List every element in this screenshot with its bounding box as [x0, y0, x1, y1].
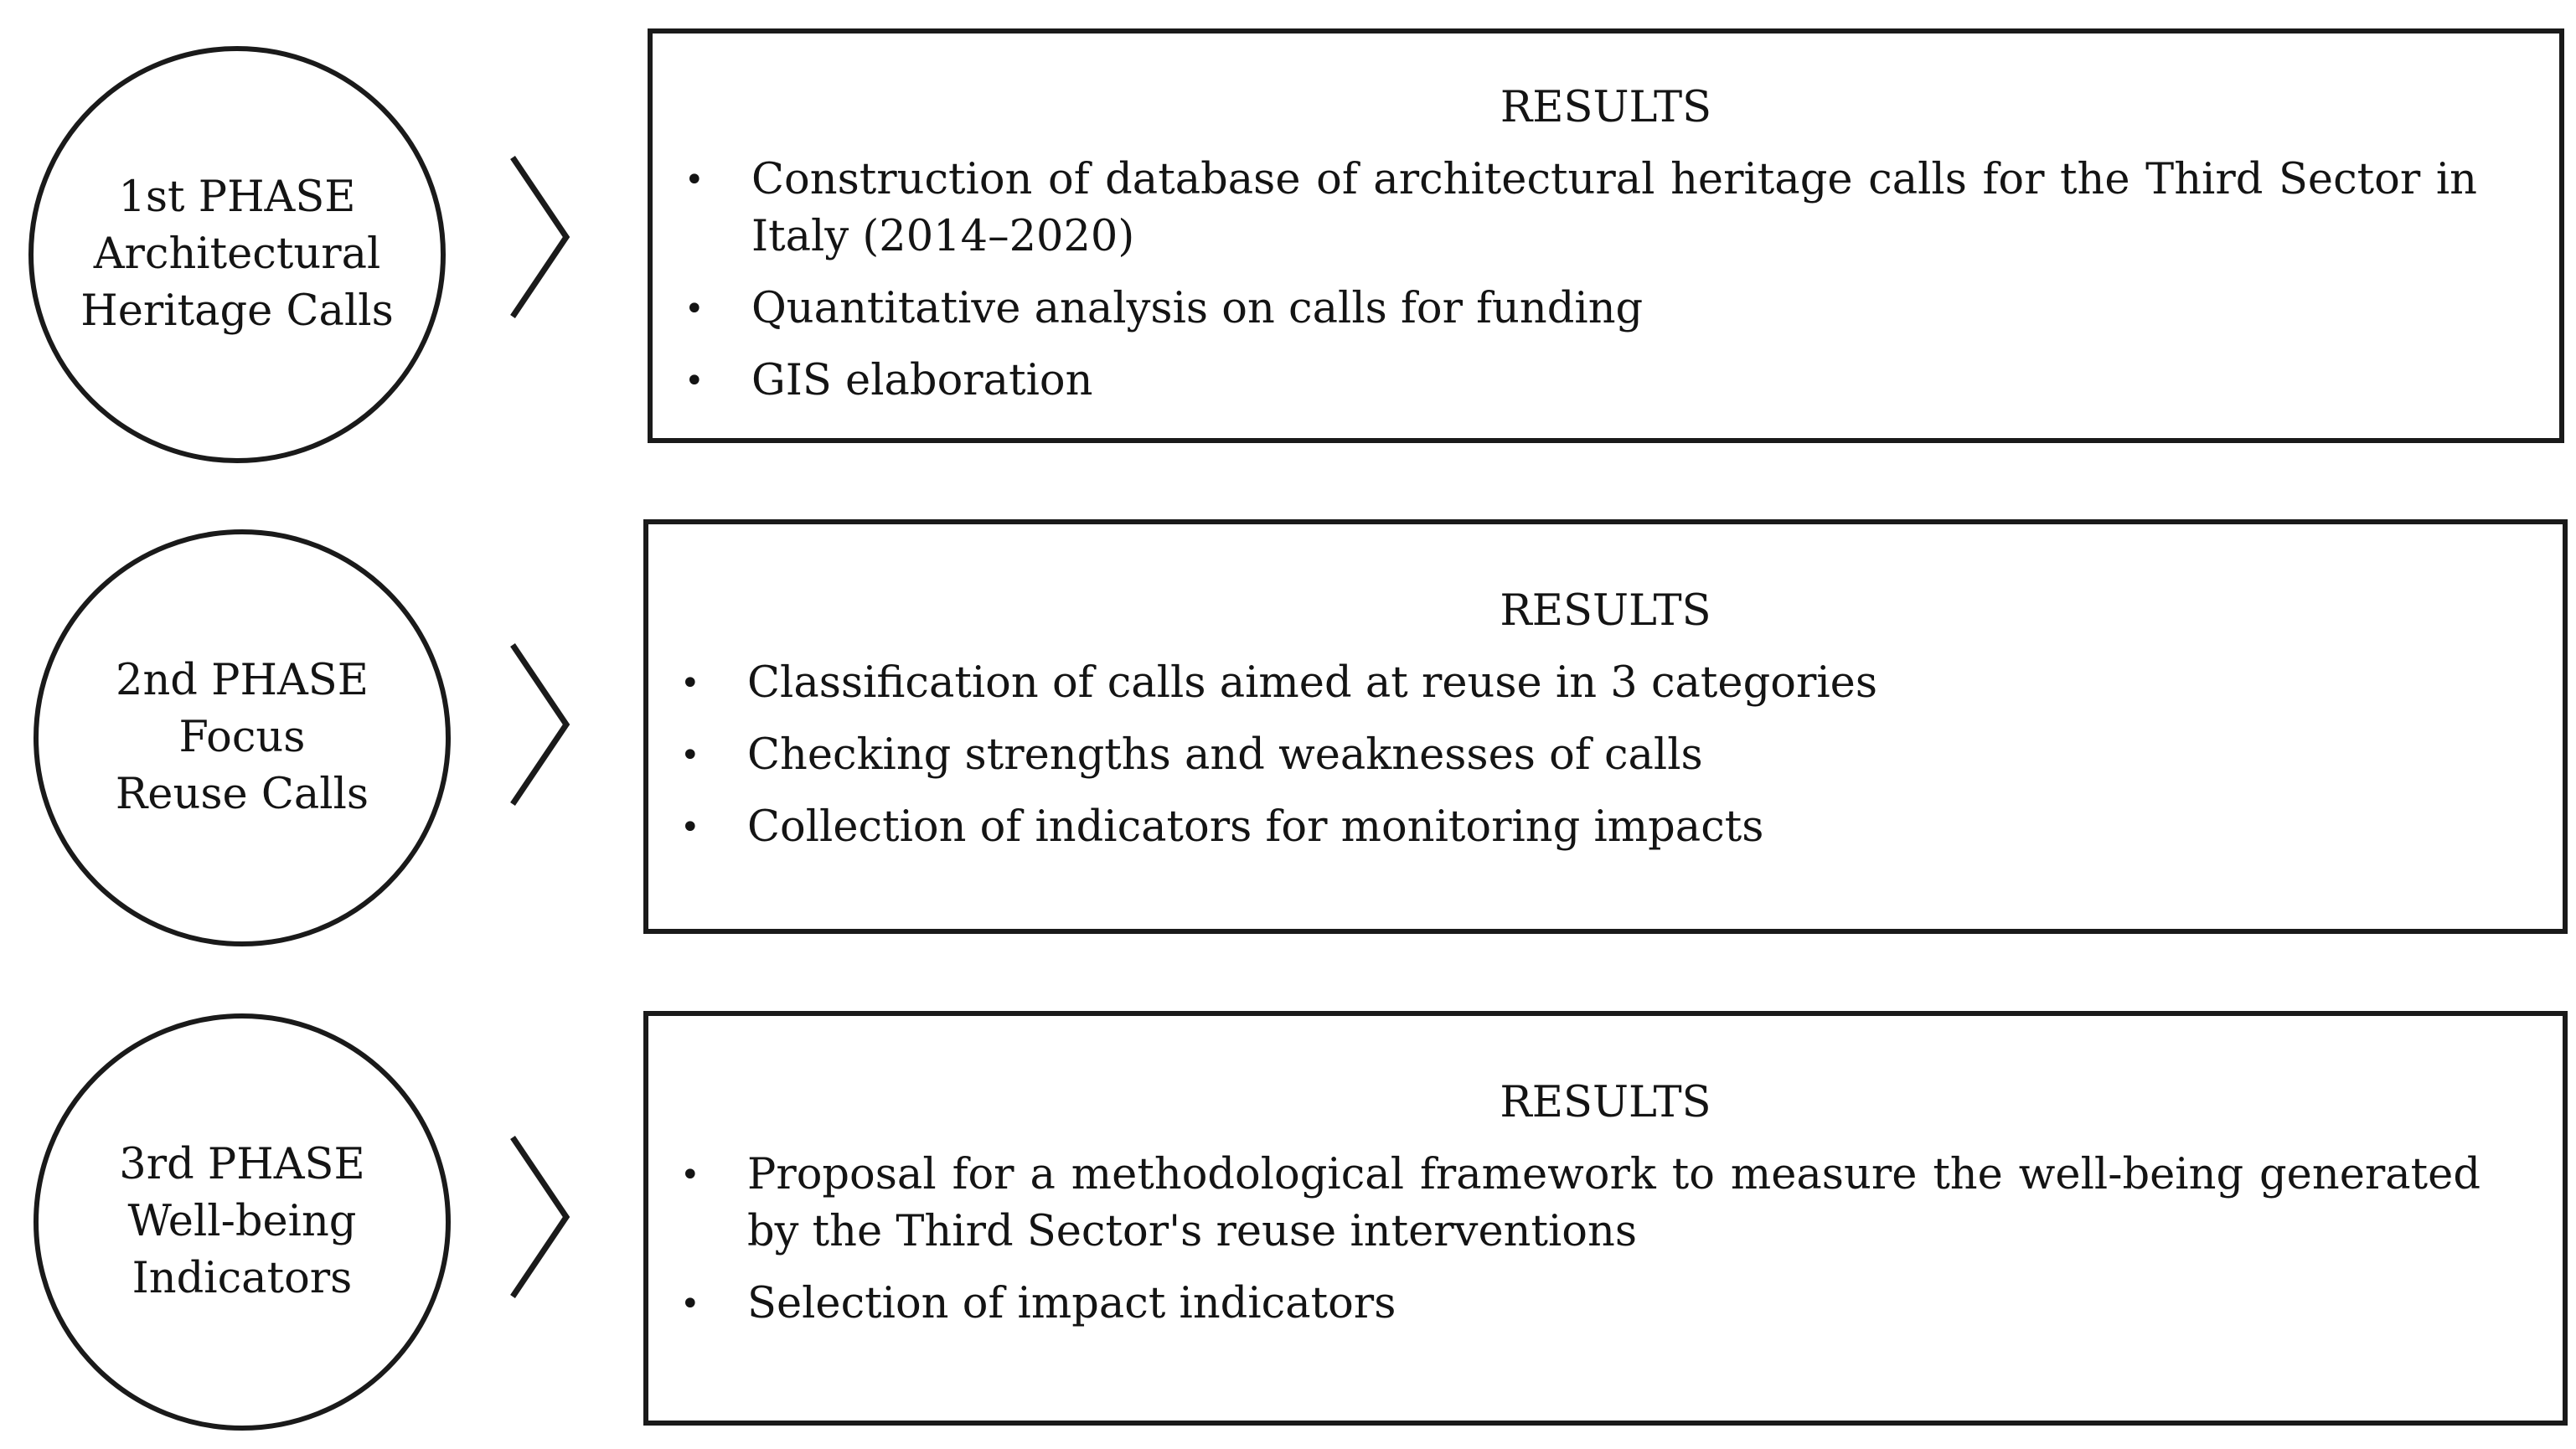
bullet-icon: • — [680, 1285, 700, 1323]
phase-1-results-box — [648, 28, 2564, 443]
phase-2-result-item — [648, 655, 2563, 712]
phase-2-results-box — [643, 519, 2568, 934]
bullet-icon: • — [680, 808, 700, 847]
result-text: Construction of database of architectural heritage calls for the Third Sector in Italy (2014–2020) — [751, 155, 2477, 261]
phase-3-subtitle-1: Well-being — [127, 1197, 357, 1246]
result-text: Collection of indicators for monitoring impacts — [747, 802, 1764, 852]
phase-1-circle — [28, 46, 446, 463]
phase-2-title: 2nd PHASE — [116, 656, 369, 705]
bullet-icon: • — [680, 1156, 700, 1194]
phase-1-results-title: RESULTS — [1500, 83, 1712, 132]
result-text: Quantitative analysis on calls for funding — [751, 284, 1644, 333]
phase-2-results-list — [648, 655, 2563, 871]
phase-3-arrow-icon — [503, 1131, 578, 1307]
bullet-icon: • — [680, 664, 700, 703]
phase-1-title: 1st PHASE — [118, 173, 356, 222]
bullet-icon: • — [684, 362, 705, 400]
phase-3-results-title: RESULTS — [1500, 1078, 1711, 1127]
phase-1-results-list — [653, 152, 2559, 425]
phase-1-result-item — [653, 281, 2559, 338]
phase-1-subtitle-2: Heritage Calls — [80, 286, 394, 336]
result-text: Selection of impact indicators — [747, 1279, 1396, 1328]
phase-1-result-item — [653, 353, 2559, 410]
result-text: Checking strengths and weaknesses of calls — [747, 730, 1703, 780]
phase-2-arrow-icon — [503, 638, 578, 814]
phase-3-results-box — [643, 1011, 2568, 1426]
phase-1-result-item — [653, 152, 2559, 266]
phase-3-circle — [34, 1013, 451, 1431]
phase-3-subtitle-2: Indicators — [132, 1254, 353, 1303]
phase-2-result-item — [648, 799, 2563, 856]
phase-2-label — [116, 652, 369, 823]
phase-1-label — [80, 169, 394, 340]
result-text: Classification of calls aimed at reuse in 3 categories — [747, 658, 1877, 708]
phase-2-subtitle-1: Focus — [178, 713, 306, 762]
phase-2-circle — [34, 529, 451, 946]
result-text: Proposal for a methodological framework to measure the well-being generated by the Third Sector's reuse interventions — [747, 1150, 2480, 1256]
phase-1-arrow-icon — [503, 151, 578, 327]
result-text: GIS elaboration — [751, 356, 1093, 405]
phase-3-results-list — [648, 1147, 2563, 1348]
bullet-icon: • — [684, 290, 705, 328]
phase-3-result-item — [648, 1276, 2563, 1333]
phase-2-results-title: RESULTS — [1500, 586, 1711, 636]
phase-2-subtitle-2: Reuse Calls — [115, 770, 369, 819]
phase-3-label — [119, 1137, 364, 1307]
bullet-icon: • — [684, 161, 705, 199]
phase-3-result-item — [648, 1147, 2563, 1261]
phase-3-title: 3rd PHASE — [119, 1140, 365, 1189]
phase-1-subtitle-1: Architectural — [93, 229, 381, 279]
bullet-icon: • — [680, 736, 700, 775]
phase-2-result-item — [648, 727, 2563, 784]
